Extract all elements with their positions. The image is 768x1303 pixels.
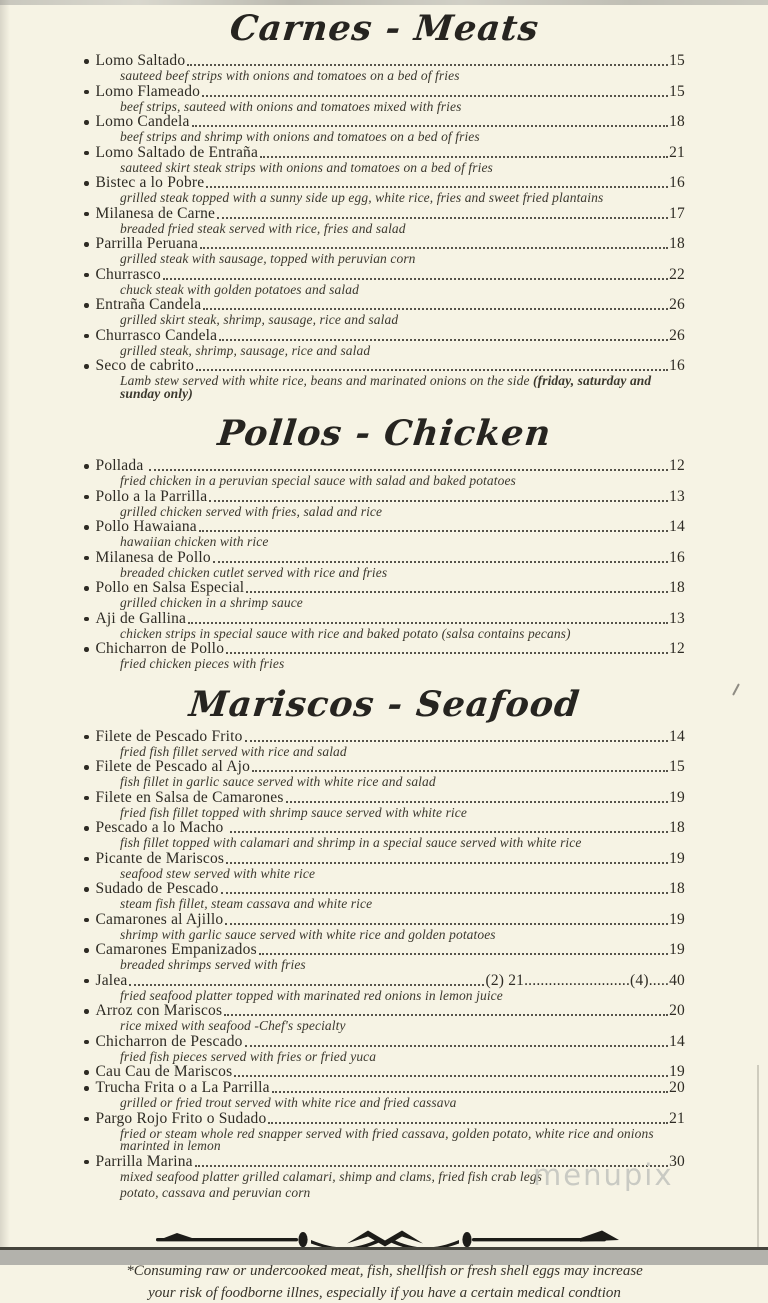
item-description: grilled skirt steak, shrimp, sausage, rice and salad: [120, 312, 399, 327]
menu-page: [84, 6, 685, 1303]
item-price: 15: [669, 52, 685, 69]
item-description: beef strips and shrimp with onions and tomatoes on a bed of fries: [120, 129, 480, 144]
bullet-icon: [84, 181, 89, 186]
menu-item-row: [84, 297, 685, 313]
item-name: Churrasco: [95, 265, 162, 283]
dot-leader: [225, 923, 668, 925]
item-price: 18: [669, 113, 685, 130]
menu-item: [84, 267, 685, 298]
item-description: steam fish fillet, steam cassava and white rice: [120, 896, 373, 911]
menu-item-row: [84, 53, 685, 69]
dot-leader: [217, 217, 668, 219]
dot-leader: [272, 1091, 668, 1093]
consumer-advisory-line2: your risk of foodborne illnes, especially if you have a certain medical condtion: [148, 1284, 621, 1301]
dot-leader: [213, 561, 668, 563]
item-description: breaded fried steak served with rice, fries and salad: [120, 220, 406, 236]
menu-item: [84, 358, 685, 401]
item-price: 14: [669, 727, 685, 745]
menu-item: [84, 790, 685, 821]
menu-item-row: [84, 175, 685, 191]
menu-item-row: [84, 1111, 685, 1127]
menu-item-row: [84, 236, 685, 252]
dot-leader: [219, 339, 668, 341]
dot-leader: [234, 1075, 668, 1077]
menu-item-row: [84, 641, 685, 657]
item-description: Lamb stew served with white rice, beans and marinated onions on the side (friday, saturday and sunday only): [120, 373, 652, 401]
scan-artifact: [732, 683, 740, 695]
item-description: fish fillet in garlic sauce served with white rice and salad: [120, 774, 436, 789]
bullet-icon: [84, 979, 89, 984]
item-name: Parrilla Marina: [95, 1152, 193, 1170]
menu-item-row: [84, 759, 685, 775]
item-price: 20: [669, 1079, 685, 1096]
menu-item-row: [84, 851, 685, 867]
bullet-icon: [84, 826, 89, 831]
dot-leader: [246, 591, 668, 593]
item-name: Lomo Saltado: [95, 52, 186, 69]
menu-item-row: [84, 881, 685, 897]
bullet-icon: [84, 151, 89, 156]
item-price: 15: [669, 82, 685, 100]
section-title-carnes: Carnes - Meats: [227, 8, 542, 49]
dot-leader: [252, 770, 668, 772]
dot-leader: [245, 1045, 668, 1047]
menu-item: [84, 641, 685, 672]
menu-item: [84, 973, 685, 1004]
dot-leader: [224, 1014, 668, 1016]
menu-item-row: [84, 206, 685, 222]
item-description: seafood stew served with white rice: [120, 865, 316, 881]
bullet-icon: [84, 1117, 89, 1122]
item-description: hawaiian chicken with rice: [120, 534, 269, 549]
dot-leader: [200, 247, 668, 249]
menu-item: [84, 1111, 685, 1154]
item-name: Milanesa de Pollo: [95, 548, 211, 566]
bullet-icon: [84, 495, 89, 500]
menu-item-row: [84, 1034, 685, 1050]
item-description: fish fillet topped with calamari and shrimp in a special sauce served with white rice: [120, 835, 582, 850]
menu-item: [84, 175, 685, 206]
item-description: sauteed beef strips with onions and tomatoes on a bed of fries: [120, 68, 460, 83]
item-name: Entraña Candela: [95, 296, 202, 313]
item-description: fried fish pieces served with fries or fried yuca: [120, 1048, 377, 1064]
item-price: 15: [669, 758, 685, 775]
item-description: grilled chicken in a shrimp sauce: [120, 595, 303, 610]
item-name: Picante de Mariscos: [95, 849, 225, 867]
item-price: 30: [669, 1152, 685, 1170]
menu-item: [84, 328, 685, 359]
menu-item: [84, 1080, 685, 1111]
menu-item-row: [84, 1003, 685, 1019]
menu-item-row: [84, 729, 685, 745]
bullet-icon: [84, 948, 89, 953]
menu-item-row: [84, 550, 685, 566]
menu-item-row: [84, 328, 685, 344]
dot-leader: [196, 369, 668, 371]
bullet-icon: [84, 1160, 89, 1165]
menu-item: [84, 820, 685, 851]
menu-item: [84, 1064, 685, 1080]
menu-item: [84, 729, 685, 760]
dot-leader: [163, 278, 668, 280]
bullet-icon: [84, 212, 89, 217]
menu-item: [84, 145, 685, 176]
bullet-icon: [84, 464, 89, 469]
item-name: Lomo Candela: [95, 113, 190, 130]
item-price: 17: [669, 204, 685, 222]
consumer-advisory-line1: *Consuming raw or undercooked meat, fish, shellfish or fresh shell eggs may increase: [126, 1262, 643, 1279]
item-name: Chicharron de Pollo: [95, 640, 225, 657]
bullet-icon: [84, 647, 89, 652]
dot-leader: [226, 862, 668, 864]
dot-leader: [230, 831, 669, 833]
item-description: breaded chicken cutlet served with rice and fries: [120, 564, 388, 580]
item-name: Trucha Frita o a La Parrilla: [95, 1079, 270, 1096]
menu-item-row: [84, 489, 685, 505]
item-price: 12: [669, 640, 685, 657]
item-description: fried fish fillet topped with shrimp sauce served with white rice: [120, 804, 467, 820]
bullet-icon: [84, 59, 89, 64]
bullet-icon: [84, 303, 89, 308]
menu-item: [84, 458, 685, 489]
item-name: Seco de cabrito: [95, 357, 195, 374]
menu-item: [84, 1003, 685, 1034]
item-description-line2: potato, cassava and peruvian corn: [120, 1185, 311, 1200]
bullet-icon: [84, 796, 89, 801]
bullet-icon: [84, 887, 89, 892]
dot-leader: [203, 308, 668, 310]
section-pollos-items: [84, 458, 685, 672]
scan-left-edge: [0, 0, 10, 1265]
menu-item: [84, 759, 685, 790]
menu-item-row: [84, 580, 685, 596]
menu-item-row: [84, 267, 685, 283]
item-price: 18: [669, 579, 685, 596]
item-price: 12: [669, 457, 685, 474]
menu-item-row: [84, 84, 685, 100]
bullet-icon: [84, 1070, 89, 1075]
dot-leader: [129, 984, 484, 986]
dot-leader: [209, 500, 668, 502]
menu-item-row: [84, 358, 685, 374]
section-mariscos-items: [84, 729, 685, 1201]
item-description: chicken strips in special sauce with rice and baked potato (salsa contains pecans): [120, 625, 571, 641]
item-price: 13: [669, 609, 685, 627]
item-price: 21: [669, 143, 685, 161]
bullet-icon: [84, 364, 89, 369]
item-name: Filete de Pescado Frito: [95, 727, 243, 745]
item-name: Pollada: [95, 457, 148, 474]
item-description: fried chicken pieces with fries: [120, 656, 285, 671]
menu-item-row: [84, 973, 685, 989]
item-name: Filete de Pescado al Ajo: [95, 758, 251, 775]
item-name: Pescado a lo Macho: [95, 819, 228, 836]
item-name: Chicharron de Pescado: [95, 1032, 243, 1050]
menu-item: [84, 912, 685, 943]
item-name: Cau Cau de Mariscos: [95, 1063, 233, 1080]
dot-leader: [245, 740, 669, 742]
item-name: Camarones Empanizados: [95, 941, 257, 958]
menu-item: [84, 881, 685, 912]
item-price: 14: [669, 1032, 685, 1050]
menu-item: [84, 1034, 685, 1065]
item-description: fried or steam whole red snapper served with fried cassava, golden potato, white rice and onions marinted in lemon: [120, 1125, 654, 1153]
bullet-icon: [84, 765, 89, 770]
item-description: fried seafood platter topped with marinated red onions in lemon juice: [120, 987, 503, 1003]
section-title-pollos: Pollos - Chicken: [215, 413, 554, 454]
bullet-icon: [84, 1009, 89, 1014]
dot-leader: [149, 469, 668, 471]
menu-item: [84, 489, 685, 520]
menu-item-row: [84, 114, 685, 130]
item-price: 21: [669, 1109, 685, 1127]
item-name: Jalea: [95, 971, 128, 989]
menu-item: [84, 206, 685, 237]
item-description: grilled steak topped with a sunny side up egg, white rice, fries and sweet fried plantains: [120, 190, 604, 205]
item-price: 18: [669, 819, 685, 836]
bullet-icon: [84, 918, 89, 923]
item-name: Sudado de Pescado: [95, 880, 219, 897]
item-price: 19: [669, 788, 685, 806]
menu-item: [84, 519, 685, 550]
dot-leader: [268, 1122, 668, 1124]
item-description: rice mixed with seafood -Chef's specialty: [120, 1018, 346, 1033]
menu-item: [84, 550, 685, 581]
bullet-icon: [84, 90, 89, 95]
item-description: sauteed skirt steak strips with onions and tomatoes on a bed of fries: [120, 159, 493, 175]
item-description: grilled steak with sausage, topped with peruvian corn: [120, 251, 416, 266]
item-price: 16: [669, 174, 685, 191]
item-price: 19: [669, 910, 685, 928]
bullet-icon: [84, 1040, 89, 1045]
item-price: 19: [669, 1063, 685, 1080]
dot-leader: [226, 652, 668, 654]
bullet-icon: [84, 857, 89, 862]
item-name: Milanesa de Carne: [95, 204, 216, 222]
menu-item: [84, 851, 685, 882]
menu-item: [84, 84, 685, 115]
item-description: shrimp with garlic sauce served with white rice and golden potatoes: [120, 926, 496, 942]
menu-item-row: [84, 790, 685, 806]
item-price: 20: [669, 1002, 685, 1019]
dot-leader: [192, 125, 669, 127]
item-price: (2) 21..........................(4).....40: [485, 971, 685, 989]
dot-leader: [221, 892, 669, 894]
item-price: 26: [669, 326, 685, 344]
menu-item-row: [84, 458, 685, 474]
menu-item: [84, 53, 685, 84]
menu-item: [84, 236, 685, 267]
bullet-icon: [84, 556, 89, 561]
menu-item-row: [84, 145, 685, 161]
item-description: breaded shrimps served with fries: [120, 957, 306, 972]
bullet-icon: [84, 120, 89, 125]
dot-leader: [199, 530, 668, 532]
menu-item: [84, 297, 685, 328]
item-name: Pollo en Salsa Especial: [95, 579, 245, 596]
menu-item-row: [84, 611, 685, 627]
bullet-icon: [84, 1086, 89, 1091]
menu-item: [84, 611, 685, 642]
item-price: 26: [669, 296, 685, 313]
menu-item-row: [84, 1080, 685, 1096]
menu-item-row: [84, 912, 685, 928]
item-description: grilled chicken served with fries, salad and rice: [120, 503, 383, 519]
dot-leader: [286, 801, 668, 803]
dot-leader: [187, 64, 668, 66]
dot-leader: [188, 622, 668, 624]
item-price: 19: [669, 941, 685, 958]
item-price: 22: [669, 265, 685, 283]
menu-item-row: [84, 820, 685, 836]
item-name: Pollo Hawaiana: [95, 518, 197, 535]
bullet-icon: [84, 334, 89, 339]
menu-item-row: [84, 1064, 685, 1080]
item-name: Lomo Flameado: [95, 82, 201, 100]
bullet-icon: [84, 242, 89, 247]
dot-leader: [259, 953, 668, 955]
item-price: 18: [669, 880, 685, 897]
bullet-icon: [84, 586, 89, 591]
bullet-icon: [84, 735, 89, 740]
scan-right-edge: [757, 1065, 759, 1248]
section-carnes-items: [84, 53, 685, 401]
bullet-icon: [84, 525, 89, 530]
item-price: 13: [669, 487, 685, 505]
item-description: fried chicken in a peruvian special sauce with salad and baked potatoes: [120, 473, 516, 488]
item-name: Arroz con Mariscos: [95, 1002, 223, 1019]
item-description: mixed seafood platter grilled calamari, shimp and clams, fried fish crab legs: [120, 1168, 543, 1184]
item-name: Filete en Salsa de Camarones: [95, 788, 284, 806]
section-title-mariscos: Mariscos - Seafood: [187, 683, 582, 725]
item-description: fried fish fillet served with rice and salad: [120, 743, 347, 759]
scan-top-edge: [0, 0, 768, 5]
item-price: 19: [669, 849, 685, 867]
item-price: 16: [669, 548, 685, 566]
item-description: beef strips, sauteed with onions and tomatoes mixed with fries: [120, 98, 462, 114]
dot-leader: [260, 156, 668, 158]
item-price: 14: [669, 518, 685, 535]
item-description: grilled steak, shrimp, sausage, rice and salad: [120, 342, 371, 358]
item-name: Bistec a lo Pobre: [95, 174, 205, 191]
item-description: grilled or fried trout served with white rice and fried cassava: [120, 1095, 457, 1110]
item-name: Pargo Rojo Frito o Sudado: [95, 1109, 267, 1127]
menu-item: [84, 580, 685, 611]
bullet-icon: [84, 617, 89, 622]
item-price: 16: [669, 357, 685, 374]
menupix-watermark: menupix: [533, 1158, 674, 1192]
item-name: Churrasco Candela: [95, 326, 218, 344]
dot-leader: [202, 95, 668, 97]
item-name: Parrilla Peruana: [95, 235, 199, 252]
dot-leader: [206, 186, 668, 188]
menu-item: [84, 942, 685, 973]
item-price: 18: [669, 235, 685, 252]
item-name: Camarones al Ajillo: [95, 910, 224, 928]
item-name: Lomo Saltado de Entraña: [95, 143, 259, 161]
item-description: chuck steak with golden potatoes and salad: [120, 281, 359, 297]
menu-item-row: [84, 942, 685, 958]
item-name: Aji de Gallina: [95, 609, 187, 627]
item-name: Pollo a la Parrilla: [95, 487, 208, 505]
bullet-icon: [84, 273, 89, 278]
menu-item: [84, 114, 685, 145]
menu-item-row: [84, 519, 685, 535]
